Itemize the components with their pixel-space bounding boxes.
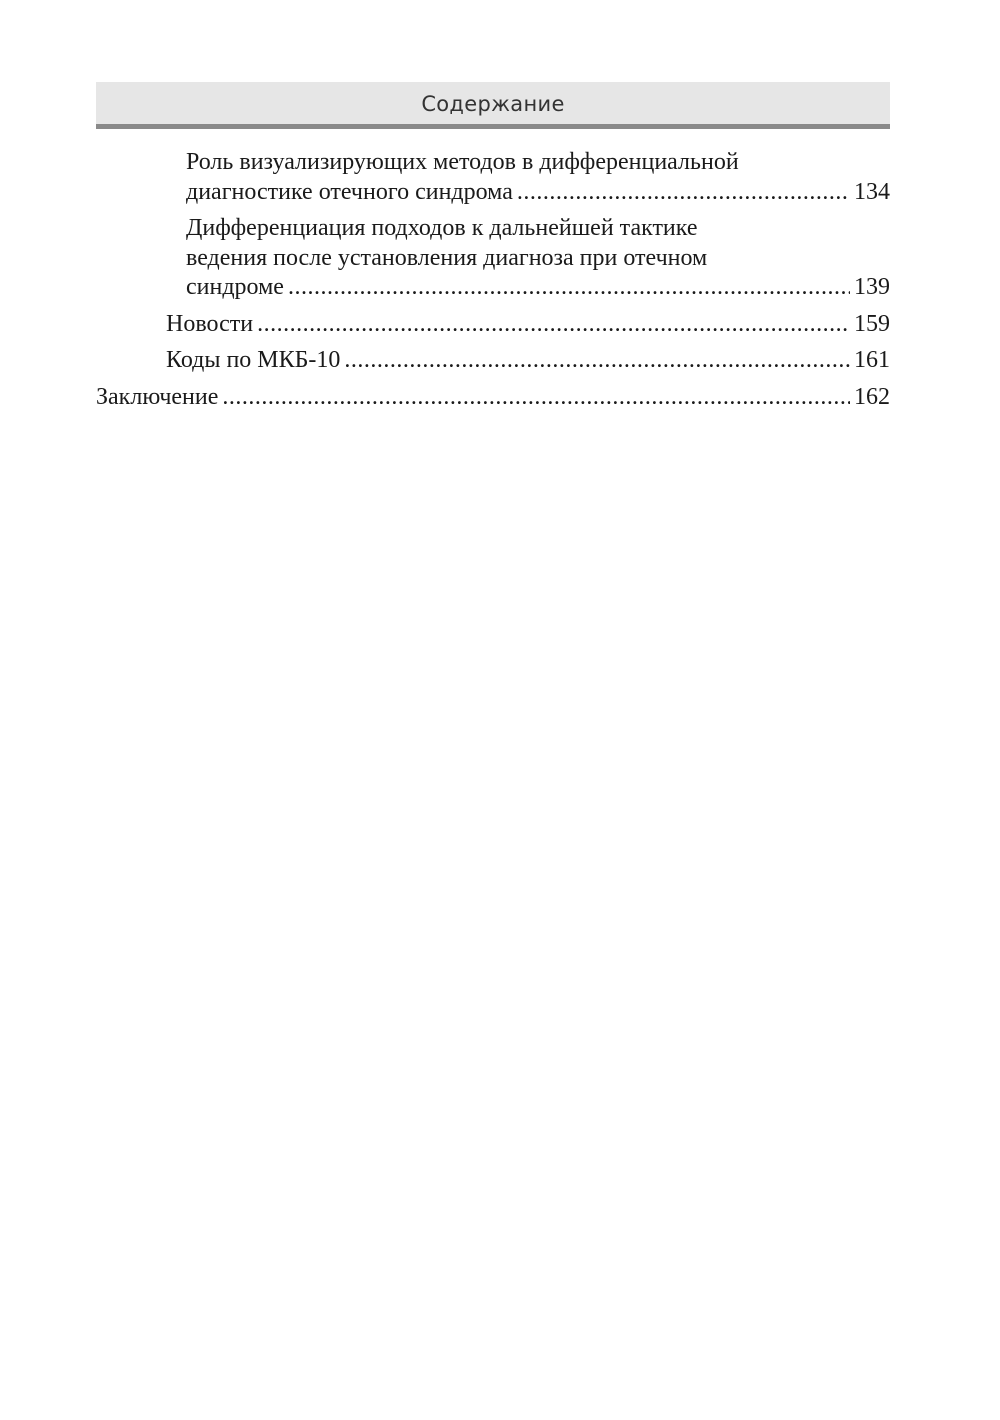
- running-header: [96, 82, 890, 129]
- toc-entry-title-line: Заключение: [96, 383, 219, 410]
- dot-leader: [257, 310, 850, 340]
- toc-page-number: 159: [854, 310, 890, 337]
- dot-leader: [222, 383, 850, 413]
- dot-leader: [517, 178, 850, 208]
- toc-entry-conclusion[interactable]: [96, 383, 890, 413]
- toc-entry-imaging-methods[interactable]: [96, 148, 890, 207]
- toc-page-number: 139: [854, 274, 890, 300]
- toc-entry-title-line: Новости: [166, 310, 254, 337]
- toc-entry-title-line: Дифференциация подходов к дальнейшей тактике: [186, 215, 698, 241]
- toc-page-number: 162: [854, 383, 890, 410]
- toc-entry-title-line: ведения после установления диагноза при отечном: [186, 244, 708, 271]
- toc-page-number: 161: [854, 347, 890, 373]
- table-of-contents: [96, 148, 890, 419]
- toc-entry-title-line: Коды по МКБ-10: [166, 347, 341, 373]
- dot-leader: [344, 346, 850, 376]
- toc-entry-icd-codes[interactable]: [96, 346, 890, 376]
- toc-page-number: 134: [854, 178, 890, 205]
- toc-entry-title-line: синдроме: [186, 274, 284, 300]
- toc-entry-title-line: Роль визуализирующих методов в дифференциальной: [186, 149, 739, 175]
- running-header-title: Содержание: [421, 92, 565, 116]
- toc-entry-title-line: диагностике отечного синдрома: [186, 178, 513, 205]
- toc-entry-news[interactable]: [96, 310, 890, 340]
- toc-entry-tactics[interactable]: [96, 214, 890, 303]
- dot-leader: [288, 273, 850, 303]
